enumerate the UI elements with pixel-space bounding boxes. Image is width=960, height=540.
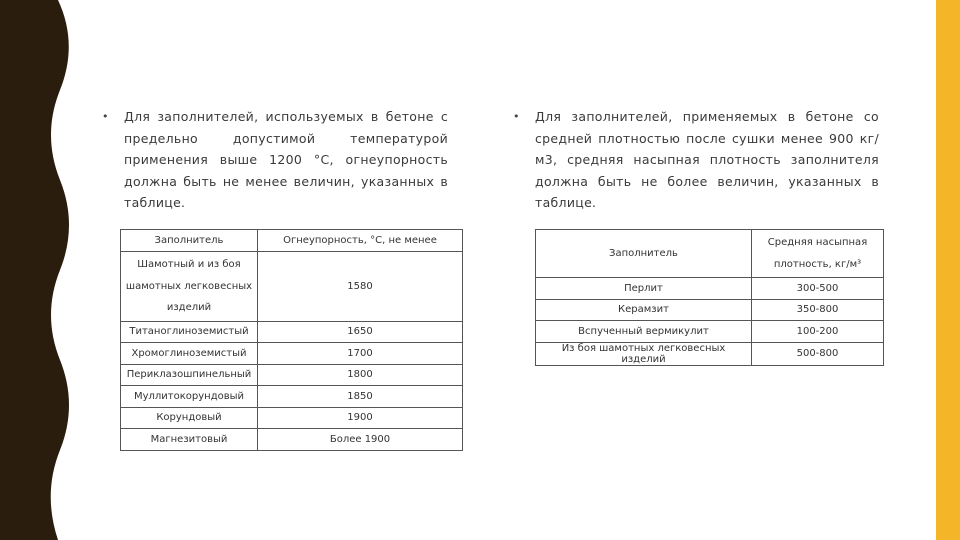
table-row [536,321,884,343]
table-header-row [121,230,463,252]
table-cell: Периклазошпинельный [121,364,258,386]
table-row [121,252,463,322]
right-paragraph: Для заполнителей, применяемых в бетоне со средней плотностью после сушки менее 900 кг/м3, средняя насыпная плотность заполнителя должна быть не более величин, указанных в таблице. [535,109,879,210]
table-cell: Перлит [536,278,752,300]
table-header-cell: Огнеупорность, °С, не менее [258,230,463,252]
table-cell: 1700 [258,343,463,365]
table-cell: Магнезитовый [121,429,258,451]
table-cell: 500-800 [752,342,884,365]
table-row [121,429,463,451]
table-header-cell: Заполнитель [121,230,258,252]
table-row [536,278,884,300]
decorative-wavy-sidebar [0,0,70,540]
table-cell: Шамотный и из боя шамотных легковесных изделий [121,252,258,322]
table-cell: 1900 [258,407,463,429]
table-row [536,342,884,365]
table-cell: Титаноглиноземистый [121,321,258,343]
table-cell: Корундовый [121,407,258,429]
table-cell: 350-800 [752,299,884,321]
table-row [121,343,463,365]
bulk-density-table [535,229,884,366]
left-column [102,106,448,214]
table-cell: Керамзит [536,299,752,321]
table-cell: Более 1900 [258,429,463,451]
bullet-icon: • [102,110,109,123]
table-cell: Вспученный вермикулит [536,321,752,343]
table-cell: Хромоглиноземистый [121,343,258,365]
table-row [121,364,463,386]
table-cell: Из боя шамотных легковесных изделий [536,342,752,365]
table-cell: 300-500 [752,278,884,300]
table-cell: 1580 [258,252,463,322]
table-header-cell: Средняя насыпная плотность, кг/м³ [752,230,884,278]
table-cell: 1650 [258,321,463,343]
table-row [121,321,463,343]
table-cell: 100-200 [752,321,884,343]
bullet-icon: • [513,110,520,123]
table-header-cell: Заполнитель [536,230,752,278]
refractoriness-table [120,229,463,451]
left-paragraph: Для заполнителей, используемых в бетоне с предельно допустимой температурой применения выше 1200 °С, огнеупорность должна быть не менее величин, указанных в таблице. [124,109,448,210]
table-cell: 1850 [258,386,463,408]
table-cell: Муллитокорундовый [121,386,258,408]
table-header-row [536,230,884,278]
table-row [536,299,884,321]
table-cell: 1800 [258,364,463,386]
accent-sidebar-stripe [936,0,960,540]
table-row [121,386,463,408]
table-row [121,407,463,429]
right-column [513,106,879,214]
